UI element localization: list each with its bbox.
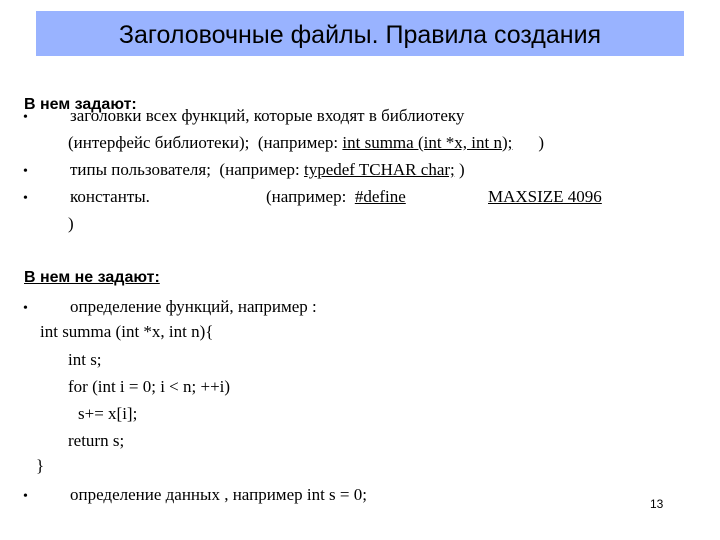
- list-item-function-headers: заголовки всех функций, которые входят в библиотеку: [70, 106, 465, 125]
- code-line: int s;: [68, 350, 102, 369]
- example-close: ): [454, 160, 465, 179]
- bullet-marker: •: [23, 489, 28, 504]
- slide-title: Заголовочные файлы. Правила создания: [118, 21, 602, 49]
- constants-example: [266, 187, 406, 207]
- code-line: int summa (int *x, int n){: [40, 322, 214, 341]
- bullet-marker: •: [23, 110, 28, 125]
- code-line: s+= x[i];: [78, 404, 138, 423]
- bullet-marker: •: [23, 191, 28, 206]
- slide-title-bar: [36, 11, 684, 56]
- list-item-data-definitions: определение данных , например int s = 0;: [70, 485, 367, 504]
- page-number: 13: [650, 497, 664, 511]
- example-label: (интерфейс библиотеки); (например:: [68, 133, 343, 152]
- example-close: ): [538, 133, 545, 152]
- item-text: типы пользователя; (например:: [70, 160, 304, 179]
- bullet-marker: •: [23, 301, 28, 316]
- section-heading-not-defines: В нем не задают:: [24, 269, 160, 286]
- code-line: }: [36, 456, 45, 475]
- list-item-constants: константы.: [70, 187, 150, 206]
- example-label: (например:: [266, 187, 355, 206]
- code-line: return s;: [68, 431, 125, 450]
- list-item-function-definitions: определение функций, например :: [70, 297, 317, 316]
- list-item-interface-example: [68, 133, 544, 153]
- example-close: ): [68, 214, 74, 233]
- bullet-marker: •: [23, 164, 28, 179]
- code-line: for (int i = 0; i < n; ++i): [68, 377, 231, 396]
- section-heading-defines: В нем задают:: [24, 96, 137, 113]
- code-snippet-maxsize: MAXSIZE 4096: [488, 187, 602, 206]
- code-snippet-prototype: int summa (int *x, int n);: [342, 133, 513, 152]
- list-item-user-types: [70, 160, 465, 180]
- code-snippet-typedef: typedef TCHAR char;: [303, 160, 455, 179]
- code-snippet-define: #define: [354, 187, 406, 206]
